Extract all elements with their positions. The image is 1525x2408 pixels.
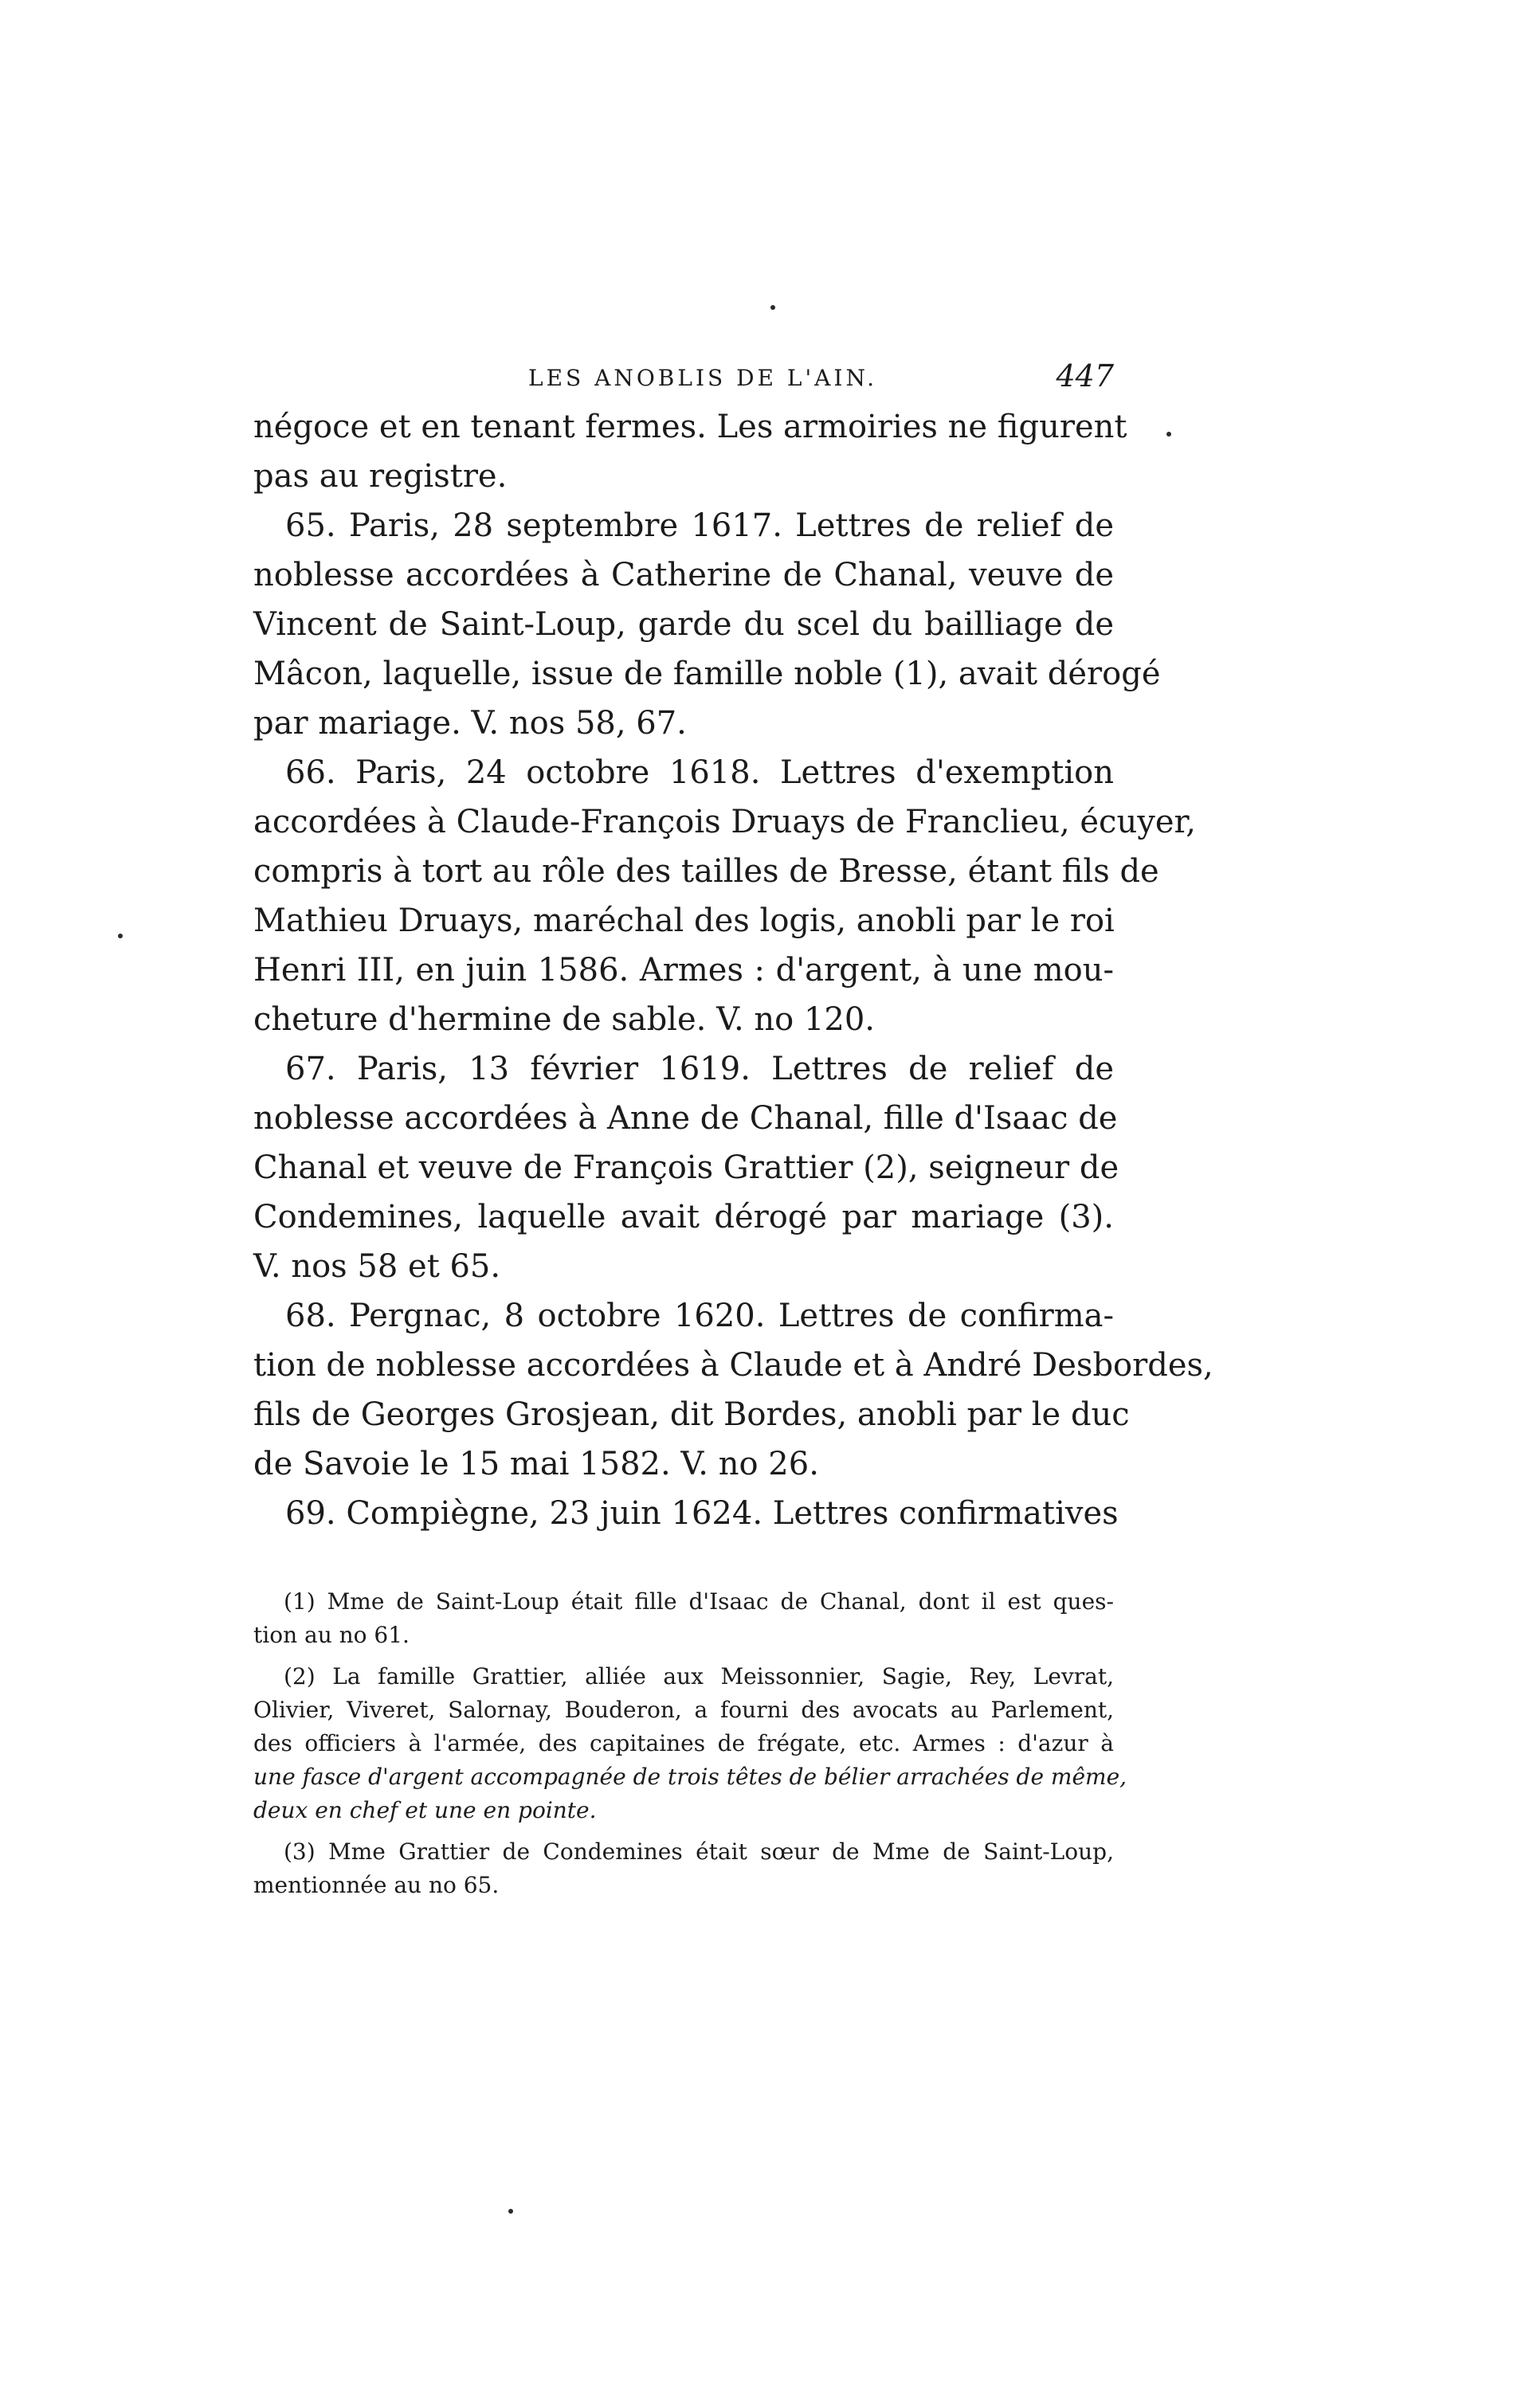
- footnote-line: Olivier, Viveret, Salornay, Bouderon, a fourni des avocats au Parlement,: [253, 1697, 1114, 1723]
- footnote-line: des officiers à l'armée, des capitaines de frégate, etc. Armes : d'azur à: [253, 1730, 1114, 1756]
- body-line: Vincent de Saint-Loup, garde du scel du bailliage de: [253, 606, 1114, 643]
- ink-speck: [118, 934, 123, 938]
- entry-69-start: 69. Compiègne, 23 juin 1624. Lettres confirmatives: [285, 1495, 1119, 1532]
- body-text: [253, 402, 1213, 1538]
- entry-66-start: 66. Paris, 24 octobre 1618. Lettres d'exemption: [285, 754, 1114, 791]
- body-line: compris à tort au rôle des tailles de Bresse, étant fils de: [253, 853, 1159, 890]
- footnote-line: deux en chef et une en pointe.: [253, 1797, 597, 1823]
- body-line: tion de noblesse accordées à Claude et à André Desbordes,: [253, 1347, 1213, 1384]
- entry-67-start: 67. Paris, 13 février 1619. Lettres de relief de: [285, 1051, 1114, 1087]
- footnote-1: (1) Mme de Saint-Loup était fille d'Isaac de Chanal, dont il est ques-: [284, 1588, 1114, 1615]
- body-line: négoce et en tenant fermes. Les armoiries ne figurent: [253, 409, 1127, 445]
- page-number: 447: [1056, 358, 1114, 394]
- body-line: Henri III, en juin 1586. Armes : d'argent, à une mou-: [253, 952, 1114, 989]
- ink-speck: [770, 305, 775, 310]
- entry-65-start: 65. Paris, 28 septembre 1617. Lettres de relief de: [285, 507, 1114, 544]
- body-line: fils de Georges Grosjean, dit Bordes, anobli par le duc: [253, 1396, 1130, 1433]
- entry-68-start: 68. Pergnac, 8 octobre 1620. Lettres de confirma-: [285, 1298, 1114, 1334]
- body-line: Mathieu Druays, maréchal des logis, anobli par le roi: [253, 903, 1115, 939]
- ink-speck: [1166, 432, 1171, 437]
- body-line: V. nos 58 et 65.: [253, 1248, 501, 1285]
- running-title: LES ANOBLIS DE L'AIN.: [528, 365, 878, 391]
- footnote-line: mentionnée au no 65.: [253, 1872, 500, 1898]
- body-line: noblesse accordées à Anne de Chanal, fille d'Isaac de: [253, 1100, 1118, 1137]
- body-line: par mariage. V. nos 58, 67.: [253, 705, 687, 742]
- footnote-line: une fasce d'argent accompagnée de trois têtes de bélier arrachées de même,: [253, 1764, 1127, 1790]
- body-line: Chanal et veuve de François Grattier (2), seigneur de: [253, 1149, 1119, 1186]
- body-line: accordées à Claude-François Druays de Franclieu, écuyer,: [253, 804, 1196, 840]
- body-line: Condemines, laquelle avait dérogé par mariage (3).: [253, 1199, 1114, 1235]
- footnote-2: (2) La famille Grattier, alliée aux Meissonnier, Sagie, Rey, Levrat,: [284, 1663, 1114, 1690]
- body-line: cheture d'hermine de sable. V. no 120.: [253, 1001, 876, 1038]
- body-line: de Savoie le 15 mai 1582. V. no 26.: [253, 1446, 819, 1482]
- body-line: Mâcon, laquelle, issue de famille noble (1), avait dérogé: [253, 656, 1161, 692]
- footnote-3: (3) Mme Grattier de Condemines était sœur de Mme de Saint-Loup,: [284, 1838, 1114, 1865]
- page-header: [253, 358, 1114, 406]
- ink-speck: [508, 2209, 513, 2214]
- body-line: pas au registre.: [253, 458, 508, 495]
- footnotes: [253, 1585, 1127, 1902]
- footnote-line: tion au no 61.: [253, 1622, 410, 1648]
- body-line: noblesse accordées à Catherine de Chanal, veuve de: [253, 557, 1114, 593]
